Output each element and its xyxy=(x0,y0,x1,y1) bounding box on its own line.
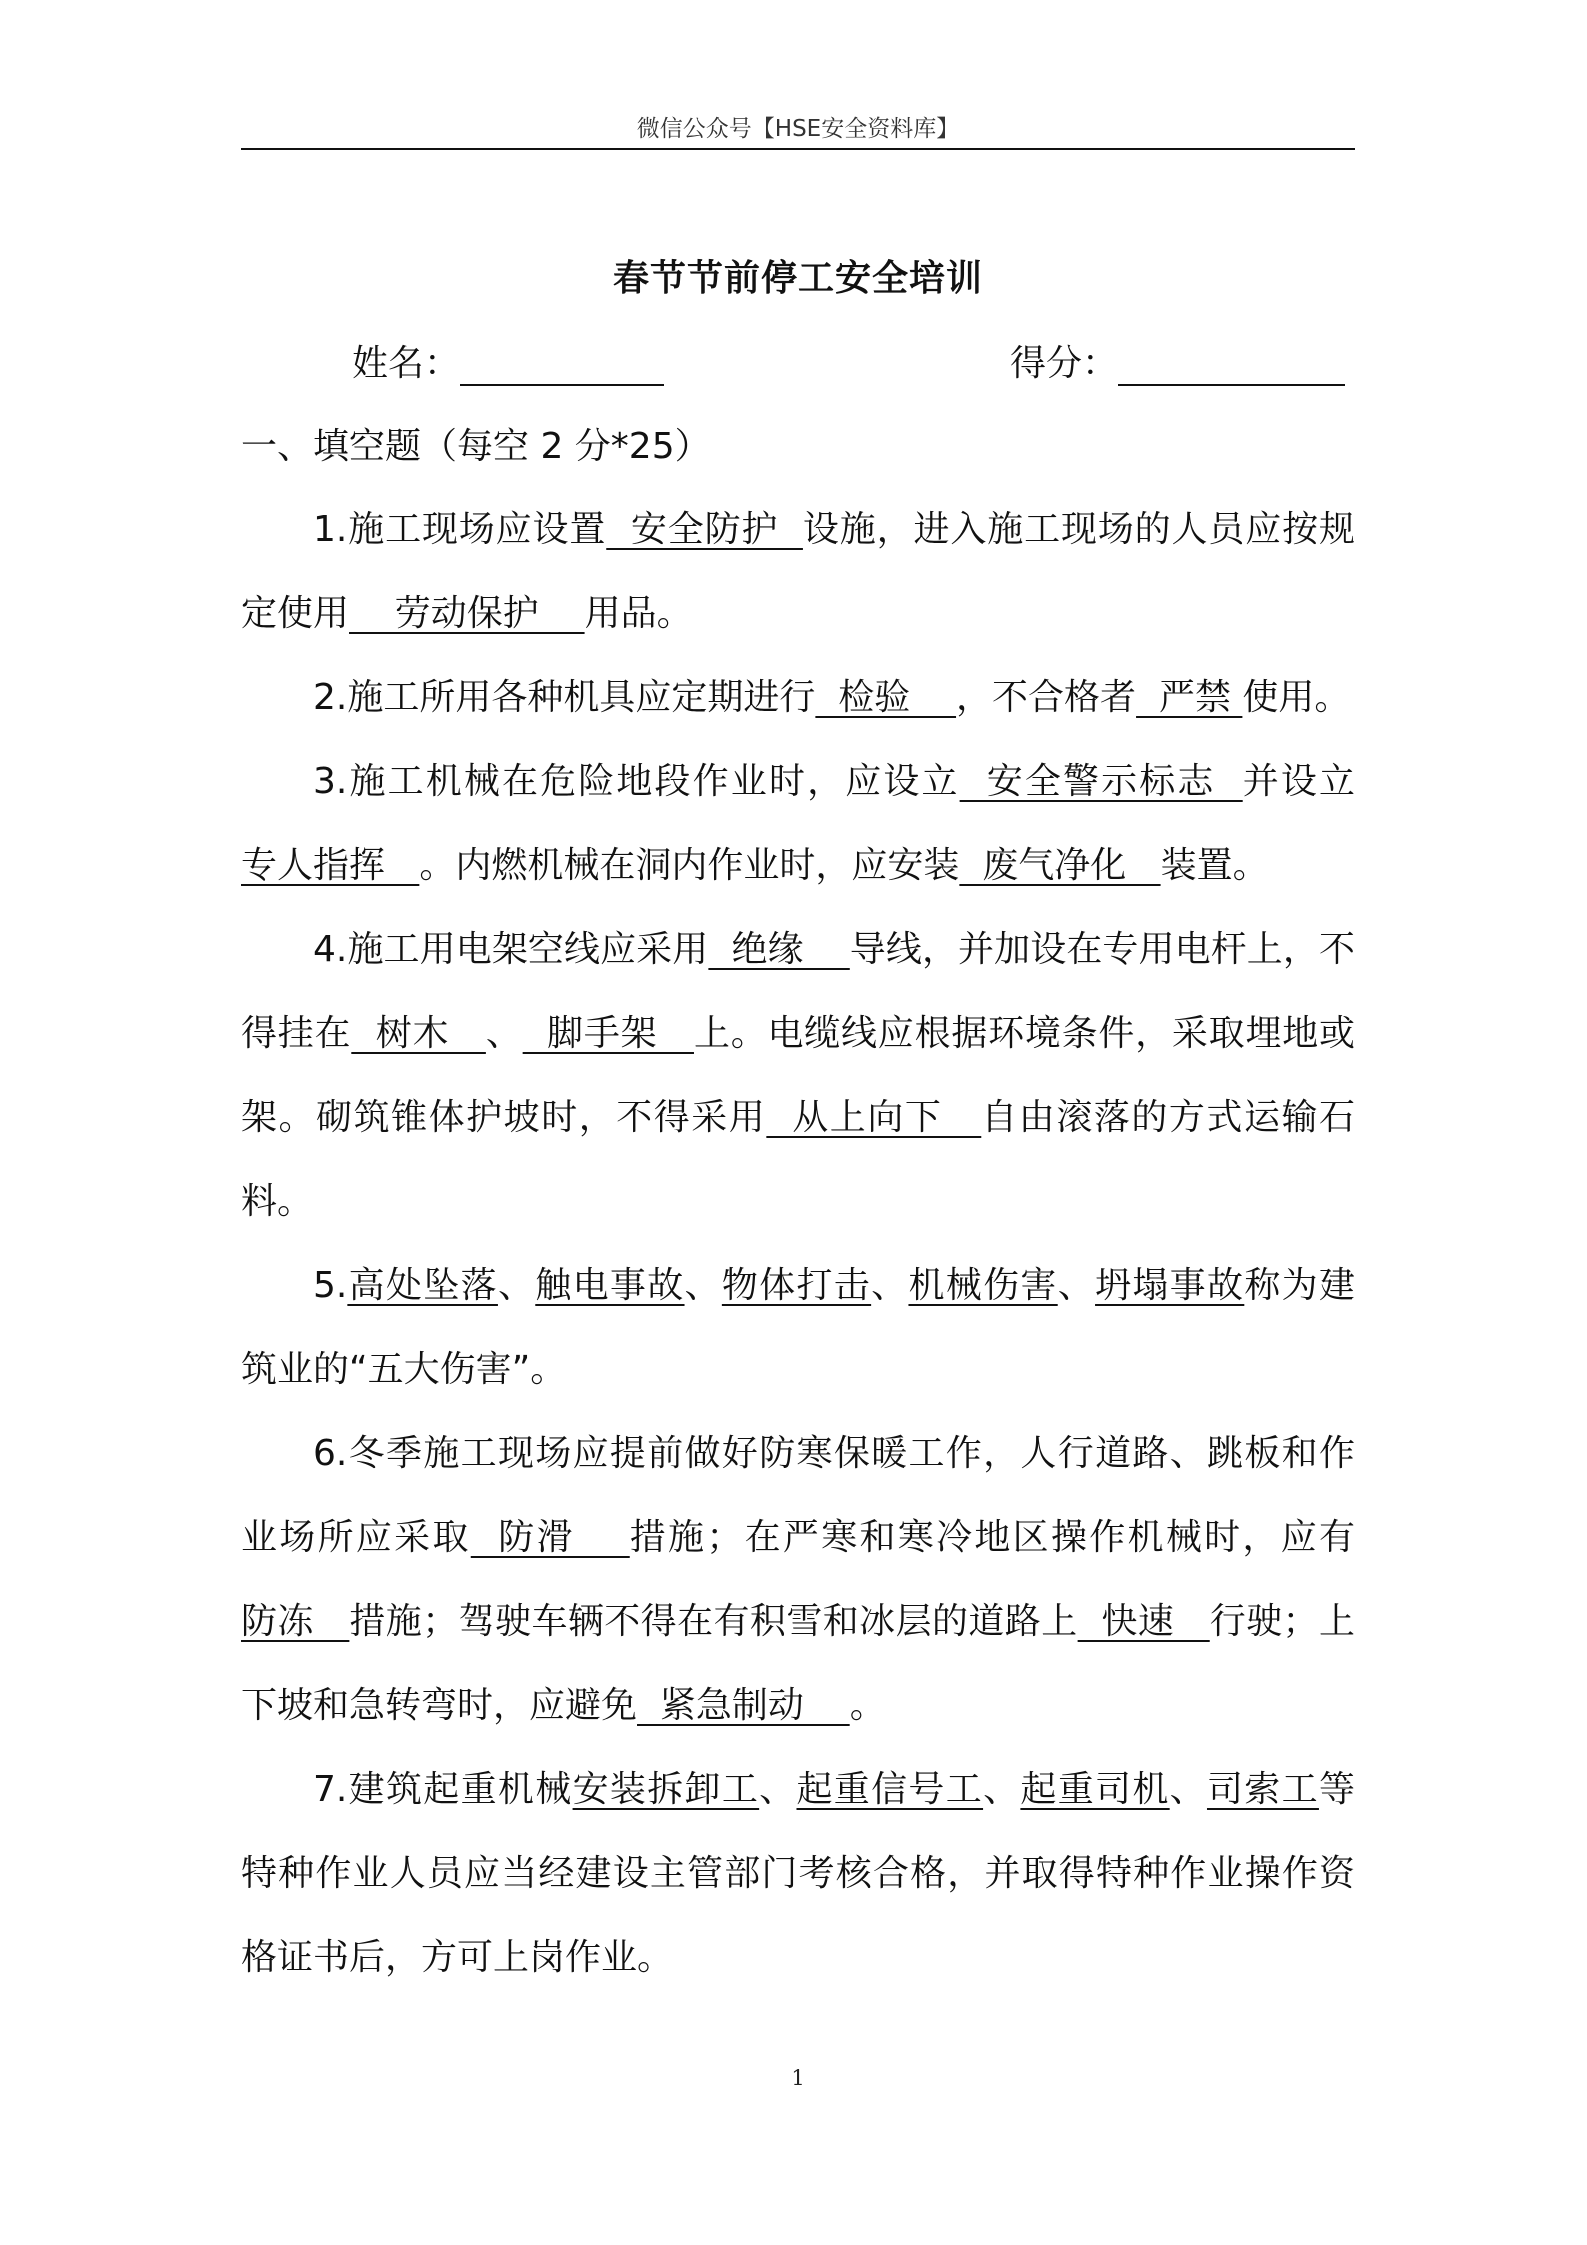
answer-blank: 触电事故 xyxy=(535,1265,685,1306)
question-number: 7. xyxy=(313,1769,348,1810)
question-text: 上。电缆线应根据环境条件，采取埋地或架。砌筑锥体护坡时，不得采用 xyxy=(241,1013,1355,1138)
question-text: 、 xyxy=(485,1013,523,1054)
question-text: 。内燃机械在洞内作业时，应安装 xyxy=(419,845,960,886)
question-text: 措施；在严寒和寒冷地区操作机械时，应有 xyxy=(629,1517,1355,1558)
question-text: 、 xyxy=(983,1769,1021,1810)
page-number: 1 xyxy=(791,2066,805,2090)
answer-blank: 废气净化 xyxy=(959,845,1161,886)
question-number: 6. xyxy=(313,1433,348,1474)
question-number: 5. xyxy=(313,1265,348,1306)
question-text: 自由滚落的方式运输石料。 xyxy=(241,1097,1355,1222)
question-text: 措施；驾驶车辆不得在有积雪和冰层的道路上 xyxy=(349,1601,1078,1642)
question-text: 建筑起重机械 xyxy=(347,1769,573,1810)
question-3 xyxy=(241,740,1355,908)
answer-blank: 物体打击 xyxy=(721,1265,872,1306)
question-list xyxy=(241,488,1355,2000)
header-divider xyxy=(241,148,1355,150)
answer-blank: 司索工 xyxy=(1206,1769,1319,1810)
answer-blank: 起重司机 xyxy=(1020,1769,1170,1810)
name-field xyxy=(352,335,664,386)
answer-blank: 快速 xyxy=(1077,1601,1210,1642)
answer-blank: 安全防护 xyxy=(606,509,803,550)
question-7 xyxy=(241,1748,1355,2000)
question-text: 施工现场应设置 xyxy=(347,509,607,550)
question-text: 行驶；上下坡和急转弯时，应避免 xyxy=(241,1601,1355,1726)
answer-blank: 脚手架 xyxy=(522,1013,694,1054)
page-header: 微信公众号【HSE安全资料库】 xyxy=(636,116,960,142)
name-blank[interactable] xyxy=(460,350,664,386)
answer-blank: 严禁 xyxy=(1136,677,1243,718)
answer-blank: 坍塌事故 xyxy=(1095,1265,1245,1306)
question-number: 4. xyxy=(313,929,348,970)
question-text: 、 xyxy=(1057,1265,1096,1306)
question-number: 1. xyxy=(313,509,348,550)
answer-blank: 机械伤害 xyxy=(908,1265,1058,1306)
question-text: 设施，进入施工现场的人员应按规定使用 xyxy=(241,509,1355,634)
answer-blank: 检验 xyxy=(815,677,957,718)
question-text: 用品。 xyxy=(584,593,693,634)
section-title: 一、填空题（每空 2 分*25） xyxy=(241,426,711,467)
question-text: 使用。 xyxy=(1242,677,1351,718)
question-1 xyxy=(241,488,1355,656)
name-label: 姓名： xyxy=(352,343,461,384)
answer-blank: 紧急制动 xyxy=(637,1685,850,1726)
question-6 xyxy=(241,1412,1355,1748)
question-text: 。 xyxy=(849,1685,886,1726)
question-5 xyxy=(241,1244,1355,1412)
answer-blank: 防滑 xyxy=(470,1517,630,1558)
question-text: 施工所用各种机具应定期进行 xyxy=(347,677,816,718)
question-text: 、 xyxy=(759,1769,797,1810)
question-text: 称为建筑业的“五大伤害”。 xyxy=(241,1265,1355,1390)
question-number: 2. xyxy=(313,677,348,718)
question-text: 导线，并加设在专用电杆上，不得挂在 xyxy=(241,929,1355,1054)
answer-blank: 安全警示标志 xyxy=(959,761,1243,802)
question-text: 装置。 xyxy=(1160,845,1269,886)
answer-blank: 树木 xyxy=(351,1013,486,1054)
answer-blank: 从上向下 xyxy=(766,1097,982,1138)
question-2 xyxy=(241,656,1355,740)
question-text: 、 xyxy=(1169,1769,1207,1810)
answer-blank: 专人指挥 xyxy=(241,845,420,886)
question-text: 并设立 xyxy=(1242,761,1355,802)
answer-blank: 绝缘 xyxy=(708,929,850,970)
document-title: 春节节前停工安全培训 xyxy=(612,257,983,299)
score-blank[interactable] xyxy=(1118,350,1345,386)
answer-blank: 起重信号工 xyxy=(796,1769,984,1810)
answer-blank: 劳动保护 xyxy=(349,593,585,634)
answer-blank: 高处坠落 xyxy=(347,1265,498,1306)
question-4 xyxy=(241,908,1355,1244)
answer-blank: 安装拆卸工 xyxy=(572,1769,760,1810)
question-text: 、 xyxy=(684,1265,722,1306)
question-text: 施工机械在危险地段作业时，应设立 xyxy=(347,761,960,802)
question-text: 、 xyxy=(871,1265,909,1306)
score-label: 得分： xyxy=(1010,343,1119,384)
score-field xyxy=(1010,335,1345,386)
question-text: 冬季施工现场应提前做好防寒保暖工作，人行道路、跳板和作业场所应采取 xyxy=(241,1433,1355,1558)
question-text: 施工用电架空线应采用 xyxy=(347,929,709,970)
question-number: 3. xyxy=(313,761,348,802)
question-text: 、 xyxy=(497,1265,536,1306)
question-text: 等特种作业人员应当经建设主管部门考核合格，并取得特种作业操作资格证书后，方可上岗作业。 xyxy=(241,1769,1355,1978)
answer-blank: 防冻 xyxy=(241,1601,350,1642)
question-text: ，不合格者 xyxy=(956,677,1137,718)
